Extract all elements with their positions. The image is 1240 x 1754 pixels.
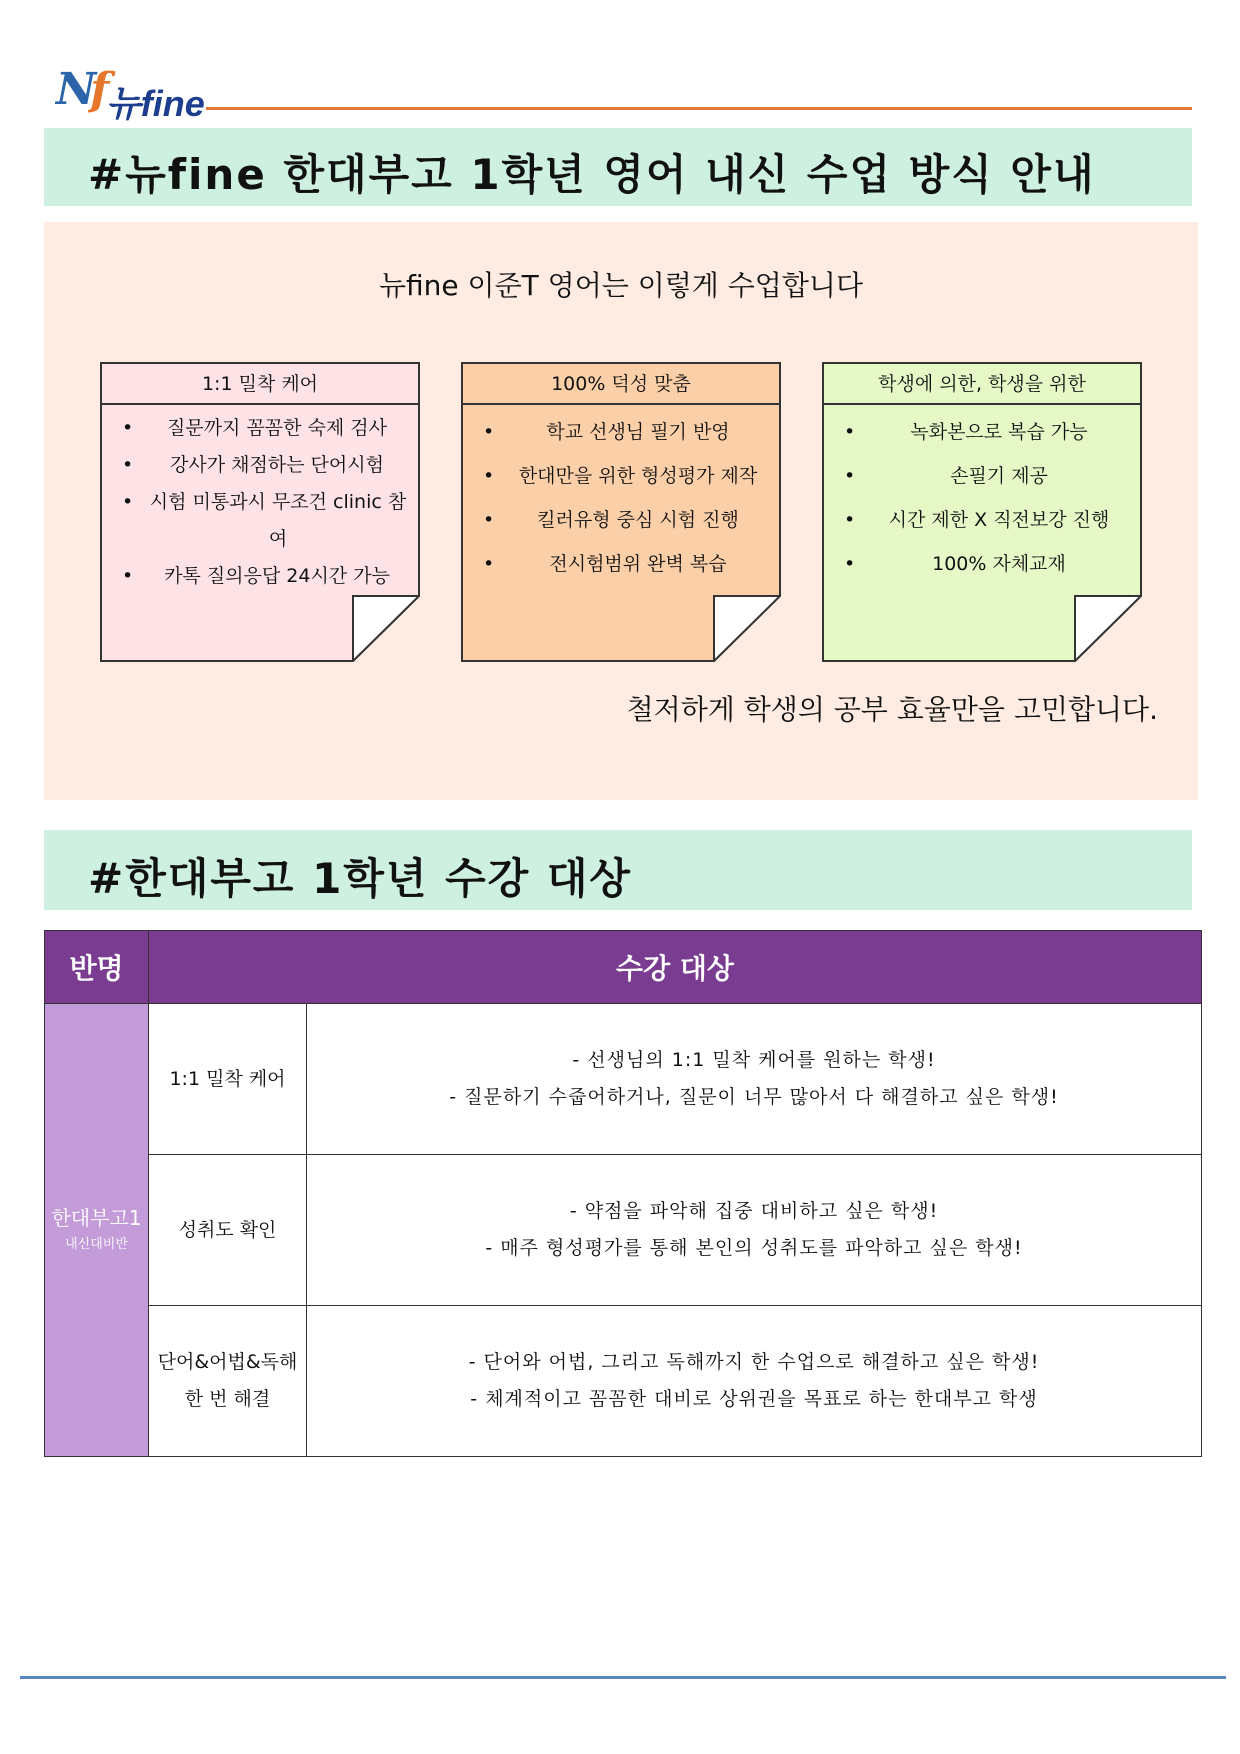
target-type: 성취도 확인 [178,1218,277,1241]
logo [56,64,206,124]
list-item: • 카톡 질의응답 24시간 가능 [100,558,418,595]
section-title: #한대부고 1학년 수강 대상 [88,854,633,903]
target-type: 한 번 해결 [184,1388,271,1410]
list-item: • 녹화본으로 복습 가능 [822,410,1140,454]
note-title: 100% 덕성 맞춤 [551,373,691,395]
target-type: 단어&어법&독해 [157,1351,298,1373]
table-row [45,1004,1202,1155]
logo-word: 뉴fine [106,83,205,124]
sticky-note [461,362,781,662]
list-item: • 질문까지 꼼꼼한 숙제 검사 [100,410,418,447]
target-description-line: - 약점을 파악해 집중 대비하고 싶은 학생! [569,1200,939,1222]
sticky-note [100,362,420,662]
list-item: • 킬러유형 중심 시험 진행 [461,498,779,542]
list-item: • 100% 자체교재 [822,542,1140,586]
section-title: #뉴fine 한대부고 1학년 영어 내신 수업 방식 안내 [88,150,1096,199]
header-divider [206,107,1192,110]
table-row [45,1306,1202,1457]
header-target: 수강 대상 [149,931,1202,1004]
panel-heading: 뉴fine 이준T 영어는 이렇게 수업합니다 [379,269,863,302]
target-description-cell [307,1004,1202,1155]
panel-footer-text: 철저하게 학생의 공부 효율만을 고민합니다. [626,693,1158,726]
note-list [100,410,418,595]
list-item: • 시험 미통과시 무조건 clinic 참여 [100,484,418,558]
list-item: • 손필기 제공 [822,454,1140,498]
target-description-line: - 선생님의 1:1 밀착 케어를 원하는 학생! [572,1049,936,1071]
section-title-bar [44,128,1192,206]
target-description-cell [307,1155,1202,1306]
section-title-bar [44,830,1192,910]
class-style-panel [44,222,1198,800]
target-type-cell [149,1306,307,1457]
header-class: 반명 [45,931,149,1004]
target-type-cell [149,1004,307,1155]
target-description-line: - 단어와 어법, 그리고 독해까지 한 수업으로 해결하고 싶은 학생! [468,1351,1040,1373]
note-list [461,410,779,586]
table-row [45,1155,1202,1306]
note-title: 1:1 밀착 케어 [201,373,319,395]
target-description-line: - 질문하기 수줍어하거나, 질문이 너무 많아서 다 해결하고 싶은 학생! [449,1086,1059,1108]
class-name-cell [45,1004,149,1457]
target-description-cell [307,1306,1202,1457]
list-item: • 시간 제한 X 직전보강 진행 [822,498,1140,542]
footer-divider [20,1676,1226,1679]
course-target-table [44,930,1202,1457]
class-name: 한대부고1 [51,1206,142,1230]
list-item: • 강사가 채점하는 단어시험 [100,447,418,484]
target-description-line: - 체계적이고 꼼꼼한 대비로 상위권을 목표로 하는 한대부고 학생 [470,1388,1038,1410]
class-subname: 내신대비반 [65,1237,128,1252]
list-item: • 학교 선생님 필기 반영 [461,410,779,454]
logo-mark: Nf [56,64,104,115]
target-description-line: - 매주 형성평가를 통해 본인의 성취도를 파악하고 싶은 학생! [485,1237,1023,1259]
list-item: • 전시험범위 완벽 복습 [461,542,779,586]
target-type-cell [149,1155,307,1306]
note-list [822,410,1140,586]
target-type: 1:1 밀착 케어 [169,1067,286,1090]
note-title: 학생에 의한, 학생을 위한 [878,373,1086,395]
sticky-note [822,362,1142,662]
list-item: • 한대만을 위한 형성평가 제작 [461,454,779,498]
